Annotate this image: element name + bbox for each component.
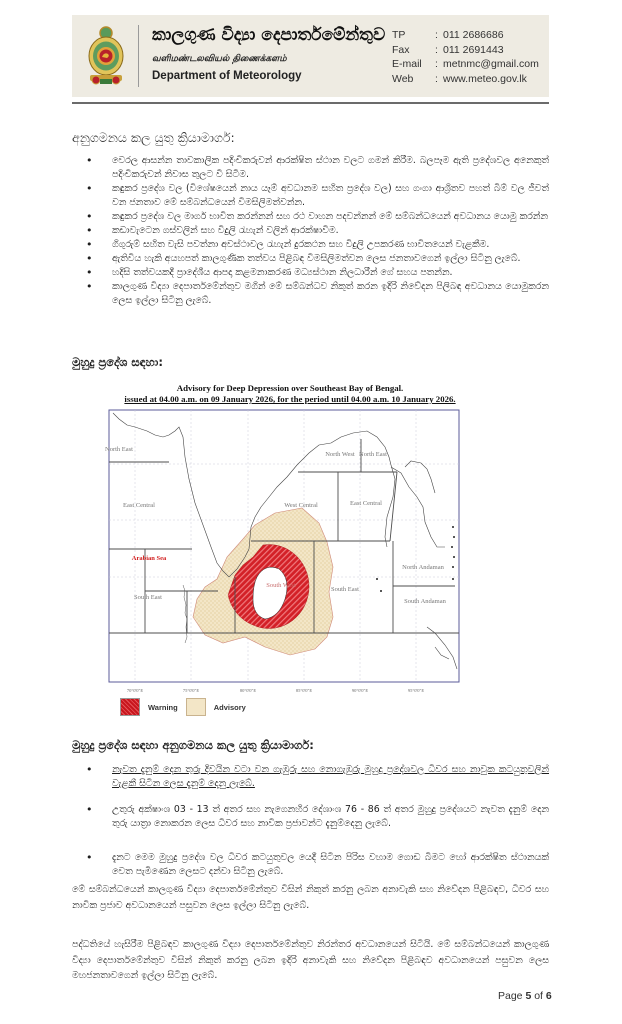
list-item: • කඳුකර ප්‍රදේශ වල (විශේෂයෙන් නාය යෑම් අවධානම සහිත ප්‍රදේශ වල) සහ ගංගා ආශ්‍රිතව පහත් බිම් වල ජීවත් වන ජනතාව මේ සම්බන්ධයෙන් විමසිලිමත්වන්න.	[72, 182, 549, 210]
list-item: • කාලගුණ විද්‍යා දෙපාර්තමේන්තුව මගින් මේ සම්බන්ධව නිකුත් කරන ඉදිරි නිවේදන පිලිබඳ අවධානය යොමුකරන ලෙස ඉල්ලා සිටිනු ලැබේ.	[72, 280, 549, 308]
page-total: 6	[545, 990, 552, 1002]
contact-email: E-mail : metnmc@gmail.com	[392, 58, 539, 70]
x-tick-label: 70°0'0"E	[126, 688, 144, 693]
map-subtitle: issued at 04.00 a.m. on 09 January 2026, for the period until 04.00 a.m. 10 January 2026.	[124, 394, 456, 404]
list-item: • දැනට මෙම මුහුදු ප්‍රදේශ වල ධීවර කටයුතුවල යෙදී සිටින පිරිස වහාම ගොඩ බිමට හෝ ආරක්ෂිත ස්ථානයක් වෙත පැමිණෙන ලෙසට දන්වා සිටිනු ලැබේ.	[72, 851, 549, 879]
label-east-central: East Central	[350, 500, 382, 507]
list-item: • හදිසි තත්වයකදී ප්‍රාදේශීය ආපදා කළමනාකරණ මධ්‍යස්ථාන නිලධාරීන් ගේ සහය පතන්න.	[72, 266, 549, 280]
advisory-swatch-icon	[186, 698, 206, 716]
contact-label: Fax	[392, 43, 410, 56]
department-name-english: Department of Meteorology	[152, 70, 302, 82]
contact-value: 011 2691443	[443, 43, 504, 56]
label-east-central-arabian: East Central	[123, 502, 155, 509]
list-item: • නැවත දැනුම් දෙන තුරු දිවයින වටා වන ගැඹුරු සහ නොගැඹුරු මුහුදු ප්‍රදේශවල ධීවර සහ නාවුක කටයුතුවලින් වැළකී සිටින ලෙස දැනුම් දෙනු ලැබේ.	[72, 763, 549, 791]
actions-heading: අනුගමනය කල යුතු ක්‍රියාමාර්ග:	[72, 130, 235, 145]
sea-actions-heading: මුහුදු ප්‍රදේශ සඳහා අනුගමනය කල යුතු ක්‍රියාමාර්ග:	[72, 738, 314, 752]
x-tick-label: 95°0'0"E	[407, 688, 425, 693]
warning-swatch-icon	[120, 698, 140, 716]
header-rule	[72, 102, 549, 104]
department-name-tamil: வளிமண்டலவியல் திணைக்களம்	[152, 54, 287, 64]
contact-tp: TP : 011 2686686	[392, 29, 504, 41]
label-arabian-sea: Arabian Sea	[131, 555, 167, 562]
actions-list	[72, 154, 549, 308]
x-tick-label: 90°0'0"E	[351, 688, 369, 693]
list-item: • උතුරු අක්ෂාංශ 03 - 13 ත් අතර සහ නැගෙනහිර දේශාංශ 76 - 86 ත් අතර මුහුදු ප්‍රදේශයට නැවත දැනුම් දෙන තුරු යාත්‍රා නොකරන ලෙස ධීවර සහ නාවික ප්‍රජාවන්ට දැනුම්දෙනු ලැබේ.	[72, 803, 549, 831]
contact-web: Web : www.meteo.gov.lk	[392, 72, 527, 85]
contact-label: Web	[392, 72, 414, 85]
map-title	[105, 383, 475, 405]
email-link[interactable]: metnmc@gmail.com	[443, 58, 539, 70]
header-divider	[138, 25, 139, 87]
website-link[interactable]: www.meteo.gov.lk	[443, 72, 527, 85]
x-tick-label: 80°0'0"E	[239, 688, 257, 693]
legend-advisory-label: Advisory	[213, 702, 246, 712]
label-north-andaman: North Andaman	[402, 564, 444, 571]
contact-label: TP	[392, 29, 406, 41]
map-legend	[120, 698, 246, 716]
sri-lanka-emblem-icon	[86, 23, 126, 87]
department-name-sinhala: කාලගුණ විද්‍යා දෙපාර්තමේන්තුව	[152, 25, 386, 45]
map-title-line: Advisory for Deep Depression over Southeast Bay of Bengal.	[176, 383, 404, 393]
sea-areas-heading: මුහුදු ප්‍රදේශ සඳහා:	[72, 355, 163, 369]
x-tick-label: 75°0'0"E	[182, 688, 200, 693]
page-number	[498, 990, 552, 1002]
page-current: 5	[525, 990, 532, 1002]
page-prefix: Page	[498, 990, 523, 1002]
label-south-east-arabian: South East	[134, 594, 162, 601]
list-item: • කඳුකර ප්‍රදේශ වල මාර්ග භාවිත කරන්නන් සහ රථ වාහන පදවන්නන් මේ සම්බන්ධයෙන් අවධානය යොමු කරන්න	[72, 210, 549, 224]
contact-value: 011 2686686	[443, 29, 504, 41]
sea-actions-list	[72, 763, 549, 879]
paragraph: පද්ධතියේ හැසිරීම පිළිබඳව කාලගුණ විද්‍යා දෙපාර්තමේන්තුව නිරන්තර අවධානයෙන් සිටියි. මේ සම්බන්ධයෙන් කාලගුණ විද්‍යා දෙපාර්තමේන්තුව විසින් නිකුත් කරනු ලබන ඉදිරි අනාවැකි සහ නිවේදන පිළිබඳව අවධානයෙන් පසුවන ලෙස මහජනතාවගෙන් ඉල්ලා සිටිනු ලැබේ.	[72, 939, 549, 981]
label-north-east-arabian: North East	[105, 446, 133, 453]
list-item: • වෙරල ආසන්න තාවකාලික පදිංචිකරුවන් ආරක්ෂිත ස්ථාන වලට ගමන් කිරීම. බලපෑම ඇති ප්‍රදේශවල අනෙකුත් පදිංචිකරුවන් නිවාස තුලට වී සිටීම.	[72, 154, 549, 182]
label-south-andaman: South Andaman	[404, 598, 446, 605]
paragraph: මේ සම්බන්ධයෙන් කාලගුණ විද්‍යා දෙපාර්තමේන්තුව විසින් නිකුත් කරනු ලබන අනාවැකි සහ නිවේදන පිළිබඳව, ධීවර සහ නාවික ප්‍රජාව අවධානයෙන් පසුවන ලෙස ඉල්ලා සිටිනු ලැබේ.	[72, 884, 549, 911]
contact-block	[392, 28, 539, 86]
contact-fax: Fax : 011 2691443	[392, 43, 504, 56]
legend-warning-label: Warning	[148, 702, 178, 712]
list-item: • ගිගුරුම් සහිත වැසි පවත්නා අවස්ථාවල රැහැන් දුරකථන සහ විදුලි උපකරණ භාවිතයෙන් වැළකීම.	[72, 238, 549, 252]
letterhead	[72, 15, 549, 97]
label-north-west: North West	[325, 451, 355, 458]
contact-label: E-mail	[392, 58, 422, 70]
x-tick-label: 85°0'0"E	[295, 688, 313, 693]
page-of: of	[534, 990, 543, 1002]
advisory-map	[105, 383, 475, 723]
label-south-west: South West	[266, 582, 296, 589]
label-north-east: North East	[359, 451, 387, 458]
label-south-east: South East	[331, 586, 359, 593]
list-item: • කඩාවැටෙන ගස්වලින් සහ විදුලි රැහැන් වලින් ආරක්ෂාවීම.	[72, 224, 549, 238]
map-graphic	[105, 407, 475, 697]
label-west-central: West Central	[284, 502, 318, 509]
list-item: • ඇතිවිය හැකි අයහපත් කාලගුණික තත්වය පිළිබඳ විමසිලිමත්වන ලෙස ජනතාවගෙන් ඉල්ලා සිටිනු ලැබේ.	[72, 252, 549, 266]
